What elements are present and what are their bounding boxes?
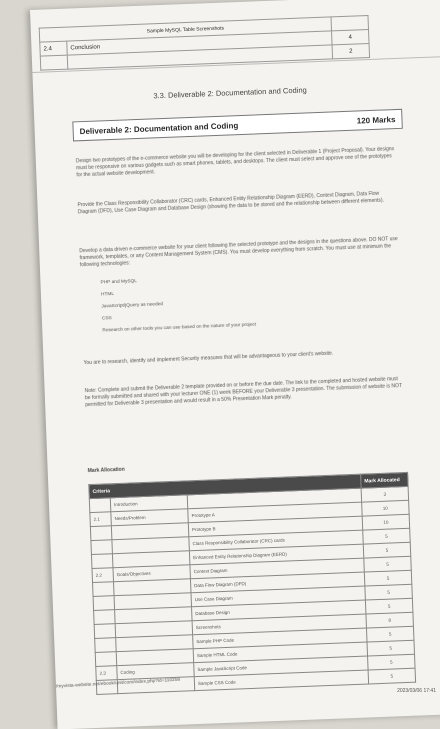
timestamp: 2023/03/06 17:41 — [397, 688, 436, 694]
top-table-val1: 4 — [332, 30, 370, 45]
row-number — [94, 610, 116, 625]
row-number — [91, 554, 113, 569]
row-number: 2.2 — [92, 568, 114, 583]
row-number — [89, 498, 111, 513]
top-table-row-num: 2.4 — [40, 41, 68, 56]
row-mark: 5 — [363, 528, 411, 544]
row-mark: 5 — [367, 640, 415, 656]
mark-allocation-heading: Mark Allocation — [87, 466, 125, 475]
paragraph-security: You are to research, identify and implement Security measures that will be advantageous to your client's website. — [83, 350, 334, 367]
technology-list — [100, 272, 256, 338]
list-item: CSS — [101, 316, 112, 322]
row-group: Needs/Problem — [111, 509, 188, 526]
row-mark: 3 — [361, 486, 409, 502]
top-table-row-label: Conclusion — [67, 31, 332, 55]
row-mark: 10 — [362, 514, 410, 530]
list-item: Research on other tools you can use based on the nature of your project — [102, 322, 257, 334]
row-item: Prototype B — [188, 516, 362, 537]
row-item: Use Case Diagram — [191, 586, 365, 607]
row-mark: 5 — [366, 626, 414, 642]
section-subheading: 3.3. Deliverable 2: Documentation and Coding — [153, 85, 307, 101]
row-item: Enhanced Entity Relationship Diagram (EERD) — [189, 544, 363, 565]
row-group: Introduction — [110, 495, 187, 512]
document-page — [30, 0, 440, 729]
row-number: 2.1 — [90, 512, 112, 527]
top-table — [39, 15, 370, 71]
row-number: 2.3 — [96, 666, 118, 681]
row-item: Prototype A — [188, 502, 362, 523]
note-paragraph: Note: Complete and submit the Deliverable 2 template provided on or before the due date. The link to the completed and hosted website must be formally submitted and shared with your lecturer ONE (1) week BEFORE your Deliverable 3 presentation. The submission of website is NOT permitted for Deliverable 3 presentation and would result in a 50% Presentation Mark penalty. — [84, 376, 403, 409]
row-item: Context Diagram — [190, 558, 364, 579]
marks-table — [88, 472, 416, 695]
row-mark: 10 — [362, 500, 410, 516]
criteria-header: Criteria — [89, 474, 361, 498]
deliverable-title: Deliverable 2: Documentation and Coding — [79, 120, 239, 136]
row-group: Coding — [117, 663, 194, 680]
row-mark: 5 — [368, 668, 416, 684]
deliverable-marks: 120 Marks — [356, 114, 396, 126]
list-item: HTML — [100, 291, 115, 298]
row-number — [95, 652, 117, 667]
page-url: /myvista-website.net/ebook/unit/com/index.php?id=110258 — [55, 677, 181, 690]
list-item: JavaScript/jQuery as needed — [101, 302, 164, 310]
row-mark: 5 — [365, 584, 413, 600]
row-mark: 5 — [368, 654, 416, 670]
deliverable-title-bar — [72, 109, 403, 142]
row-item: Sample CSS Code — [194, 670, 368, 691]
row-mark: 5 — [363, 542, 411, 558]
row-number — [91, 540, 113, 555]
paragraph-diagrams: Provide the Class Responsibility Collaborator (CRC) cards, Enhanced Entity Relationship Diagram (EERD), Context Diagram, Data Flow Diagram (DFD), Use Case Diagram and Database Design (showing the data to be stored and the relationship between different elements). — [77, 190, 385, 216]
row-number — [95, 638, 117, 653]
row-number — [93, 582, 115, 597]
row-mark: 5 — [365, 598, 413, 614]
top-table-caption: Sample MySQL Table Screenshots — [39, 17, 331, 42]
row-item: Sample PHP Code — [193, 628, 367, 649]
row-mark: 8 — [366, 612, 414, 628]
row-item: Database Design — [192, 600, 366, 621]
row-mark: 5 — [364, 556, 412, 572]
row-mark: 5 — [364, 570, 412, 586]
mark-allocated-header: Mark Allocated — [361, 472, 409, 488]
paragraph-prototypes: Design two prototypes of the e-commerce website you will be developing for the client selected in Deliverable 1 (Project Proposal). Your designs must be responsive on various gadgets such as smart phones, tablets, and desktops. The client must select and approve one of the prototypes for the actual website development. — [75, 146, 395, 179]
row-item: Class Responsibility Collaborator (CRC) cards — [189, 530, 363, 551]
row-number — [93, 596, 115, 611]
paragraph-develop: Develop a data driven e-commerce website for your client following the selected prototype and the designs in the questions above. DO NOT use framework, templates, or any Content Management System (CMS). You must develop everything from scratch. You must use at minimum the following technologies: — [79, 236, 398, 269]
list-item: PHP and MySQL — [100, 279, 138, 286]
row-item: Screenshots — [192, 614, 366, 635]
row-group: Goals/Objectives — [113, 565, 190, 582]
row-number — [94, 624, 116, 639]
row-item: Sample JavaScript Code — [194, 656, 368, 677]
top-table-val2: 2 — [332, 44, 370, 59]
row-item: Data Flow Diagram (DFD) — [190, 572, 364, 593]
row-item: Sample HTML Code — [193, 642, 367, 663]
row-number — [90, 526, 112, 541]
